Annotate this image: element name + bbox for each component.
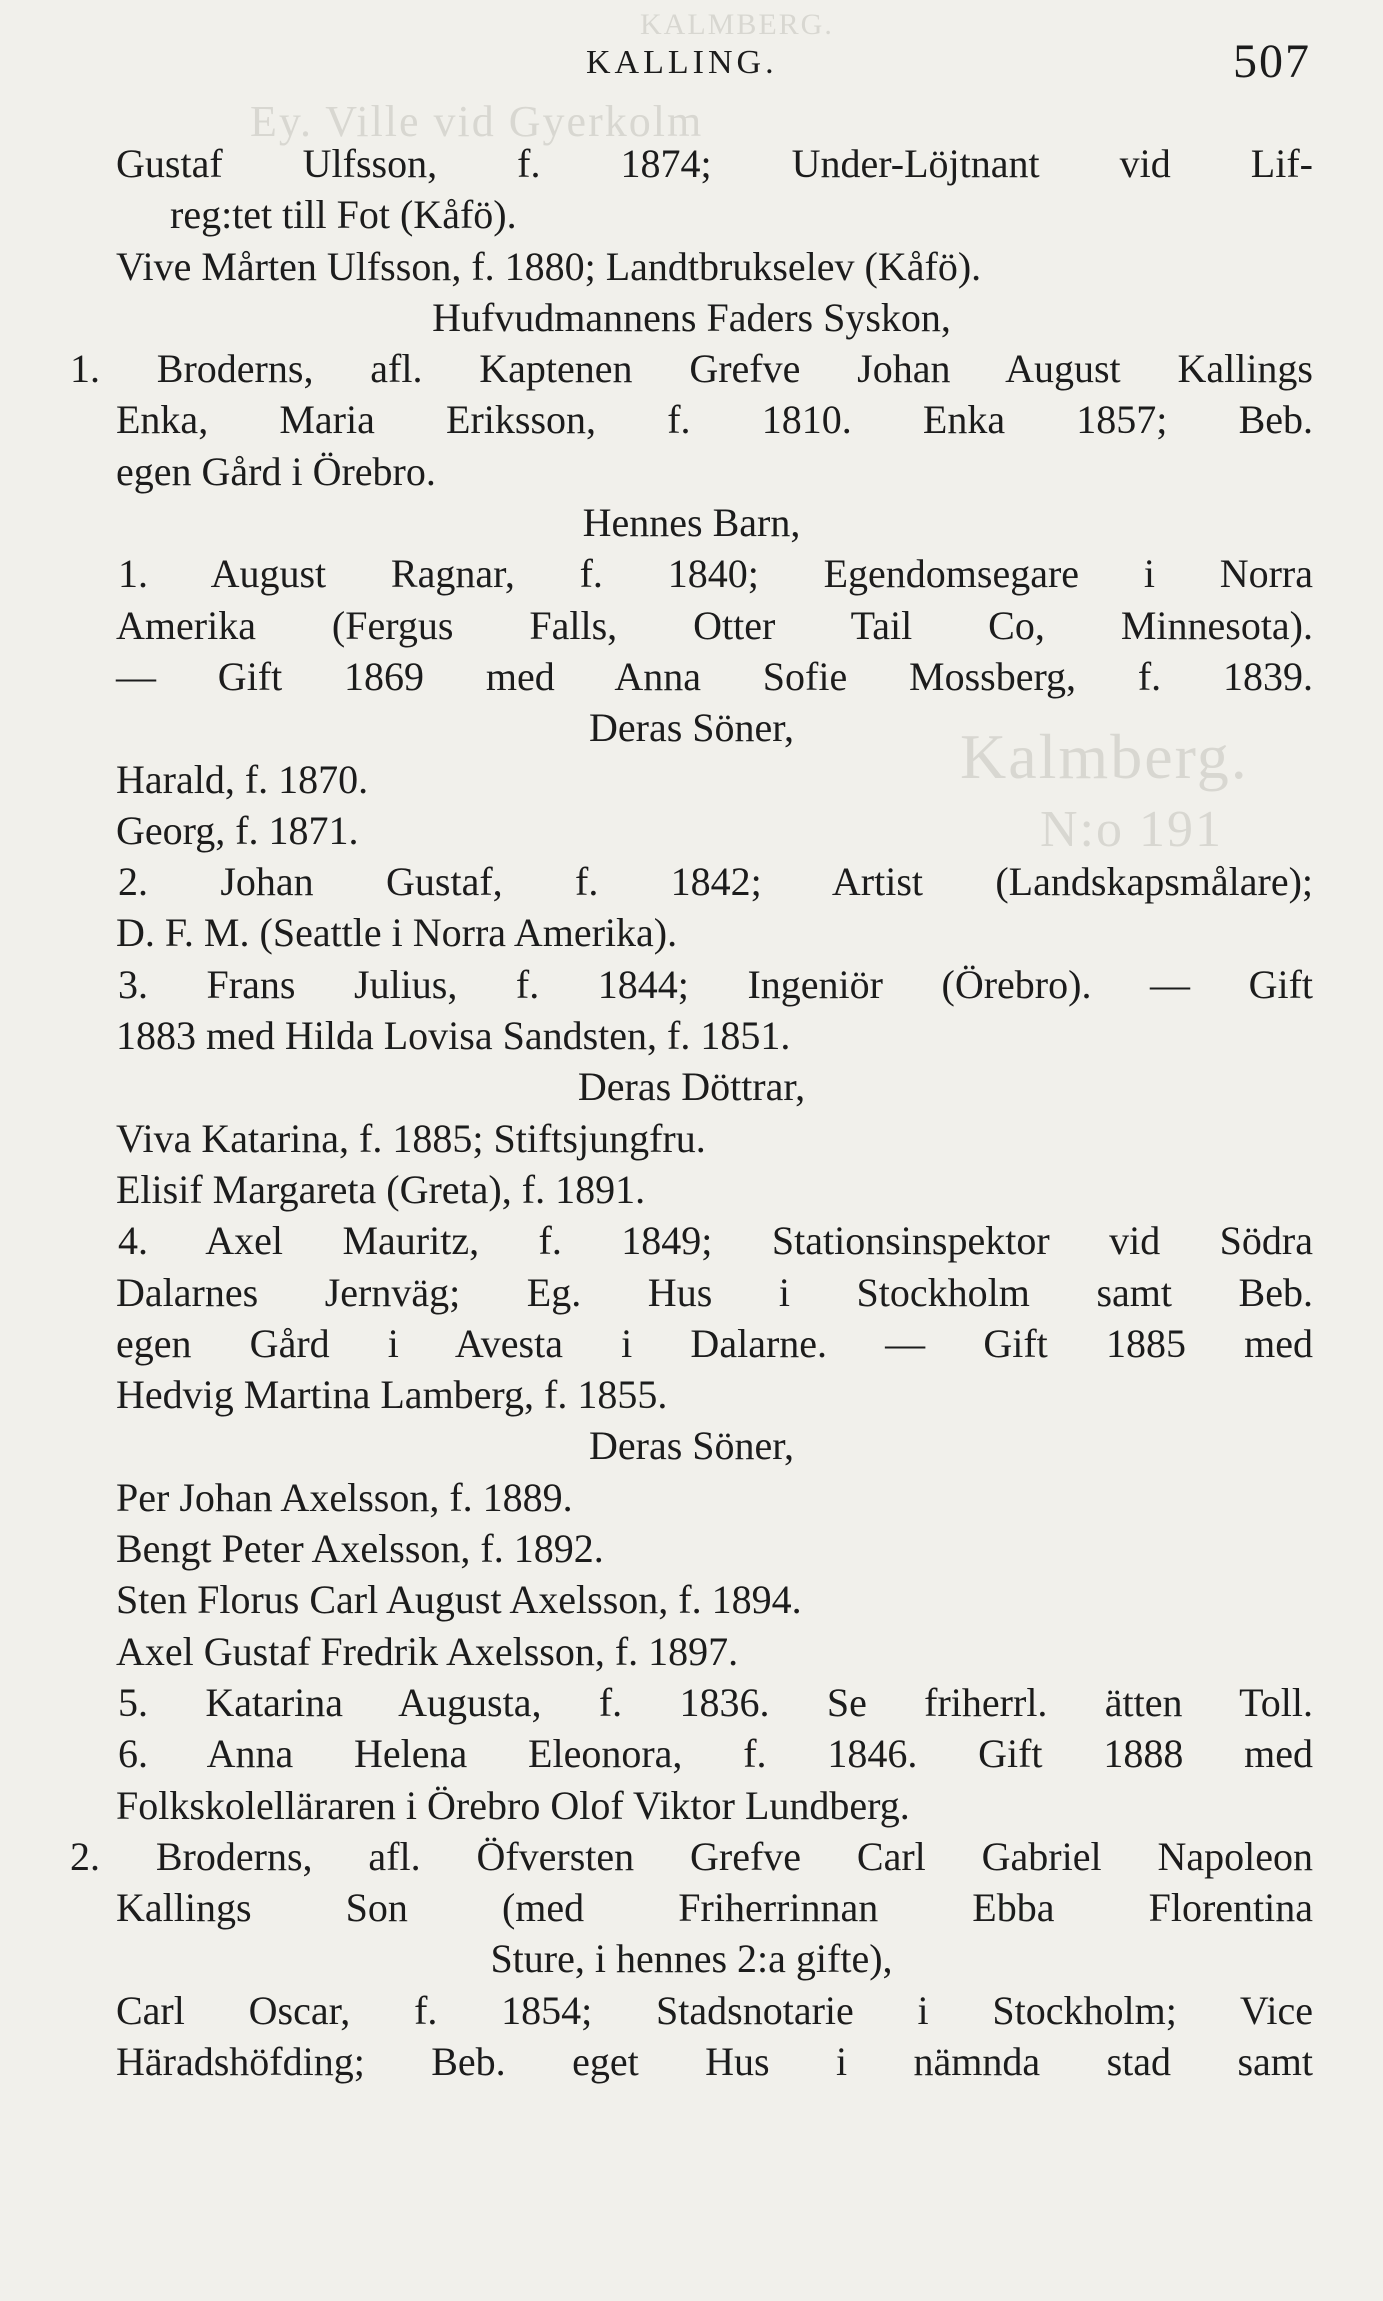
text-line: egen Gård i Örebro. (116, 448, 436, 494)
text-line: Häradshöfding; Beb. eget Hus i nämnda stad samt (116, 2038, 1313, 2084)
text-line: 4. Axel Mauritz, f. 1849; Stationsinspektor vid Södra (118, 1218, 1313, 1264)
section-heading: Deras Söner, (589, 1423, 794, 1469)
text-line: Folkskolelläraren i Örebro Olof Viktor Lundberg. (116, 1782, 910, 1828)
text-line: Viva Katarina, f. 1885; Stiftsjungfru. (116, 1115, 706, 1161)
section-heading: Deras Söner, (589, 705, 794, 751)
text-line: Per Johan Axelsson, f. 1889. (116, 1474, 573, 1520)
section-heading: Hennes Barn, (582, 500, 801, 546)
text-line: Elisif Margareta (Greta), f. 1891. (116, 1166, 646, 1212)
text-line: 1. Broderns, afl. Kaptenen Grefve Johan August Kallings (70, 346, 1313, 392)
text-line: Amerika (Fergus Falls, Otter Tail Co, Minnesota). (116, 602, 1313, 648)
bleed-through-text: Kalmberg. (960, 721, 1249, 792)
text-line: 2. Broderns, afl. Öfversten Grefve Carl Gabriel Napoleon (70, 1833, 1313, 1879)
text-line: Georg, f. 1871. (116, 807, 359, 853)
text-line: reg:tet till Fot (Kåfö). (170, 192, 517, 238)
text-line: 6. Anna Helena Eleonora, f. 1846. Gift 1888 med (118, 1731, 1313, 1777)
section-heading: Deras Döttrar, (577, 1064, 806, 1110)
text-line: Sture, i hennes 2:a gifte), (490, 1936, 893, 1982)
text-line: — Gift 1869 med Anna Sofie Mossberg, f. 1839. (116, 653, 1313, 699)
bleed-through-text: Ey. Ville vid Gyerkolm (250, 97, 704, 146)
text-line: egen Gård i Avesta i Dalarne. — Gift 1885 med (116, 1320, 1313, 1366)
section-heading: Hufvudmannens Faders Syskon, (432, 294, 951, 340)
bleed-through-text: KALMBERG. (640, 8, 834, 41)
text-line: Carl Oscar, f. 1854; Stadsnotarie i Stockholm; Vice (116, 1987, 1313, 2033)
text-line: Harald, f. 1870. (116, 756, 369, 802)
text-line: Gustaf Ulfsson, f. 1874; Under-Löjtnant vid Lif- (116, 141, 1313, 186)
text-line: 3. Frans Julius, f. 1844; Ingeniör (Örebro). — Gift (118, 961, 1313, 1007)
text-line: Bengt Peter Axelsson, f. 1892. (116, 1526, 604, 1572)
text-line: 1883 med Hilda Lovisa Sandsten, f. 1851. (116, 1013, 791, 1059)
text-line: 1. August Ragnar, f. 1840; Egendomsegare i Norra (118, 551, 1313, 597)
bleed-through-text: N:o 191 (1040, 801, 1223, 858)
text-line: Vive Mårten Ulfsson, f. 1880; Landtbrukselev (Kåfö). (116, 243, 982, 289)
text-line: Axel Gustaf Fredrik Axelsson, f. 1897. (116, 1628, 739, 1674)
text-line: Kallings Son (med Friherrinnan Ebba Florentina (116, 1885, 1313, 1931)
text-line: Sten Florus Carl August Axelsson, f. 1894. (116, 1577, 802, 1623)
text-line: D. F. M. (Seattle i Norra Amerika). (116, 910, 678, 956)
page-body (0, 138, 1383, 2087)
text-line: 5. Katarina Augusta, f. 1836. Se friherrl. ätten Toll. (118, 1679, 1313, 1725)
page-header (0, 30, 1383, 90)
running-head: KALLING. (586, 44, 778, 81)
text-line: 2. Johan Gustaf, f. 1842; Artist (Landskapsmålare); (118, 859, 1313, 905)
text-line: Enka, Maria Eriksson, f. 1810. Enka 1857; Beb. (116, 397, 1313, 443)
text-line: Hedvig Martina Lamberg, f. 1855. (116, 1372, 668, 1418)
page-number: 507 (1233, 35, 1311, 88)
text-line: Dalarnes Jernväg; Eg. Hus i Stockholm samt Beb. (116, 1269, 1313, 1315)
